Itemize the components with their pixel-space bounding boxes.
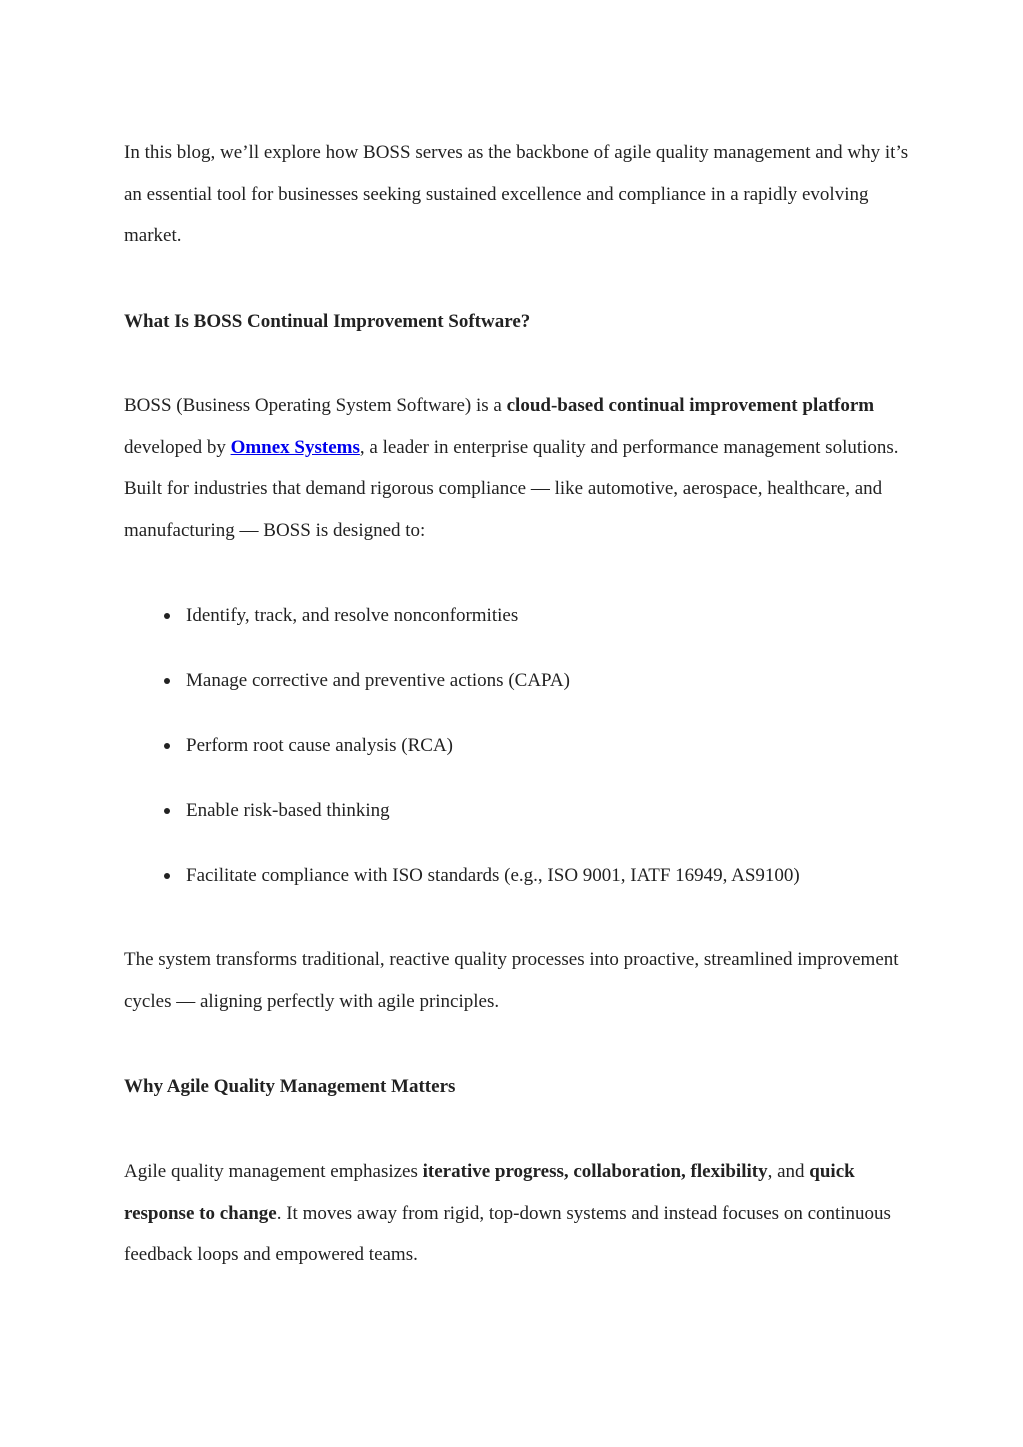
- section-heading-why-agile: Why Agile Quality Management Matters: [124, 1076, 456, 1097]
- list-item-text: Facilitate compliance with ISO standards (e.g., ISO 9001, IATF 16949, AS9100): [186, 865, 800, 886]
- text-run: developed by: [124, 436, 231, 458]
- bullet-icon: [164, 873, 170, 879]
- bullet-icon: [164, 613, 170, 619]
- section-heading-what-is-boss: What Is BOSS Continual Improvement Software?: [124, 311, 531, 332]
- text-run: , and: [767, 1161, 810, 1182]
- list-item: [164, 799, 924, 864]
- list-item-text: Enable risk-based thinking: [186, 800, 390, 821]
- list-item: [164, 734, 924, 799]
- bold-text: iterative progress, collaboration, flexibility: [422, 1161, 768, 1182]
- bold-text: cloud-based continual improvement platform: [506, 395, 875, 416]
- system-transforms-paragraph: The system transforms traditional, reactive quality processes into proactive, streamlined improvement cycles — aligning perfectly with agile principles.: [124, 949, 899, 1012]
- list-item: [164, 604, 924, 669]
- list-item-text: Identify, track, and resolve nonconformities: [186, 605, 519, 626]
- list-item: [164, 669, 924, 734]
- bullet-icon: [164, 743, 170, 749]
- omnex-systems-link[interactable]: Omnex Systems: [230, 436, 360, 458]
- text-run: BOSS (Business Operating System Software) is a: [124, 395, 507, 416]
- bullet-icon: [164, 678, 170, 684]
- text-run: . It moves away from rigid, top-down systems and instead focuses on continuous feedback loops and empowered teams.: [124, 1202, 891, 1265]
- text-run: Agile quality management emphasizes: [124, 1161, 423, 1182]
- boss-capabilities-list: [164, 604, 924, 929]
- bold-text: quick response to change: [124, 1161, 855, 1224]
- intro-paragraph: In this blog, we’ll explore how BOSS serves as the backbone of agile quality management and why it’s an essential tool for businesses seeking sustained excellence and compliance in a rapidly evolving market.: [124, 142, 909, 246]
- text-run: , a leader in enterprise quality and performance management solutions. Built for industries that demand rigorous compliance — like automotive, aerospace, healthcare, and manufacturing — BOSS is designed to:: [124, 436, 899, 541]
- bullet-icon: [164, 808, 170, 814]
- boss-description-paragraph: [124, 385, 914, 551]
- list-item-text: Perform root cause analysis (RCA): [186, 735, 453, 756]
- list-item: [164, 864, 924, 929]
- list-item-text: Manage corrective and preventive actions (CAPA): [186, 670, 570, 691]
- agile-quality-paragraph: [124, 1151, 914, 1276]
